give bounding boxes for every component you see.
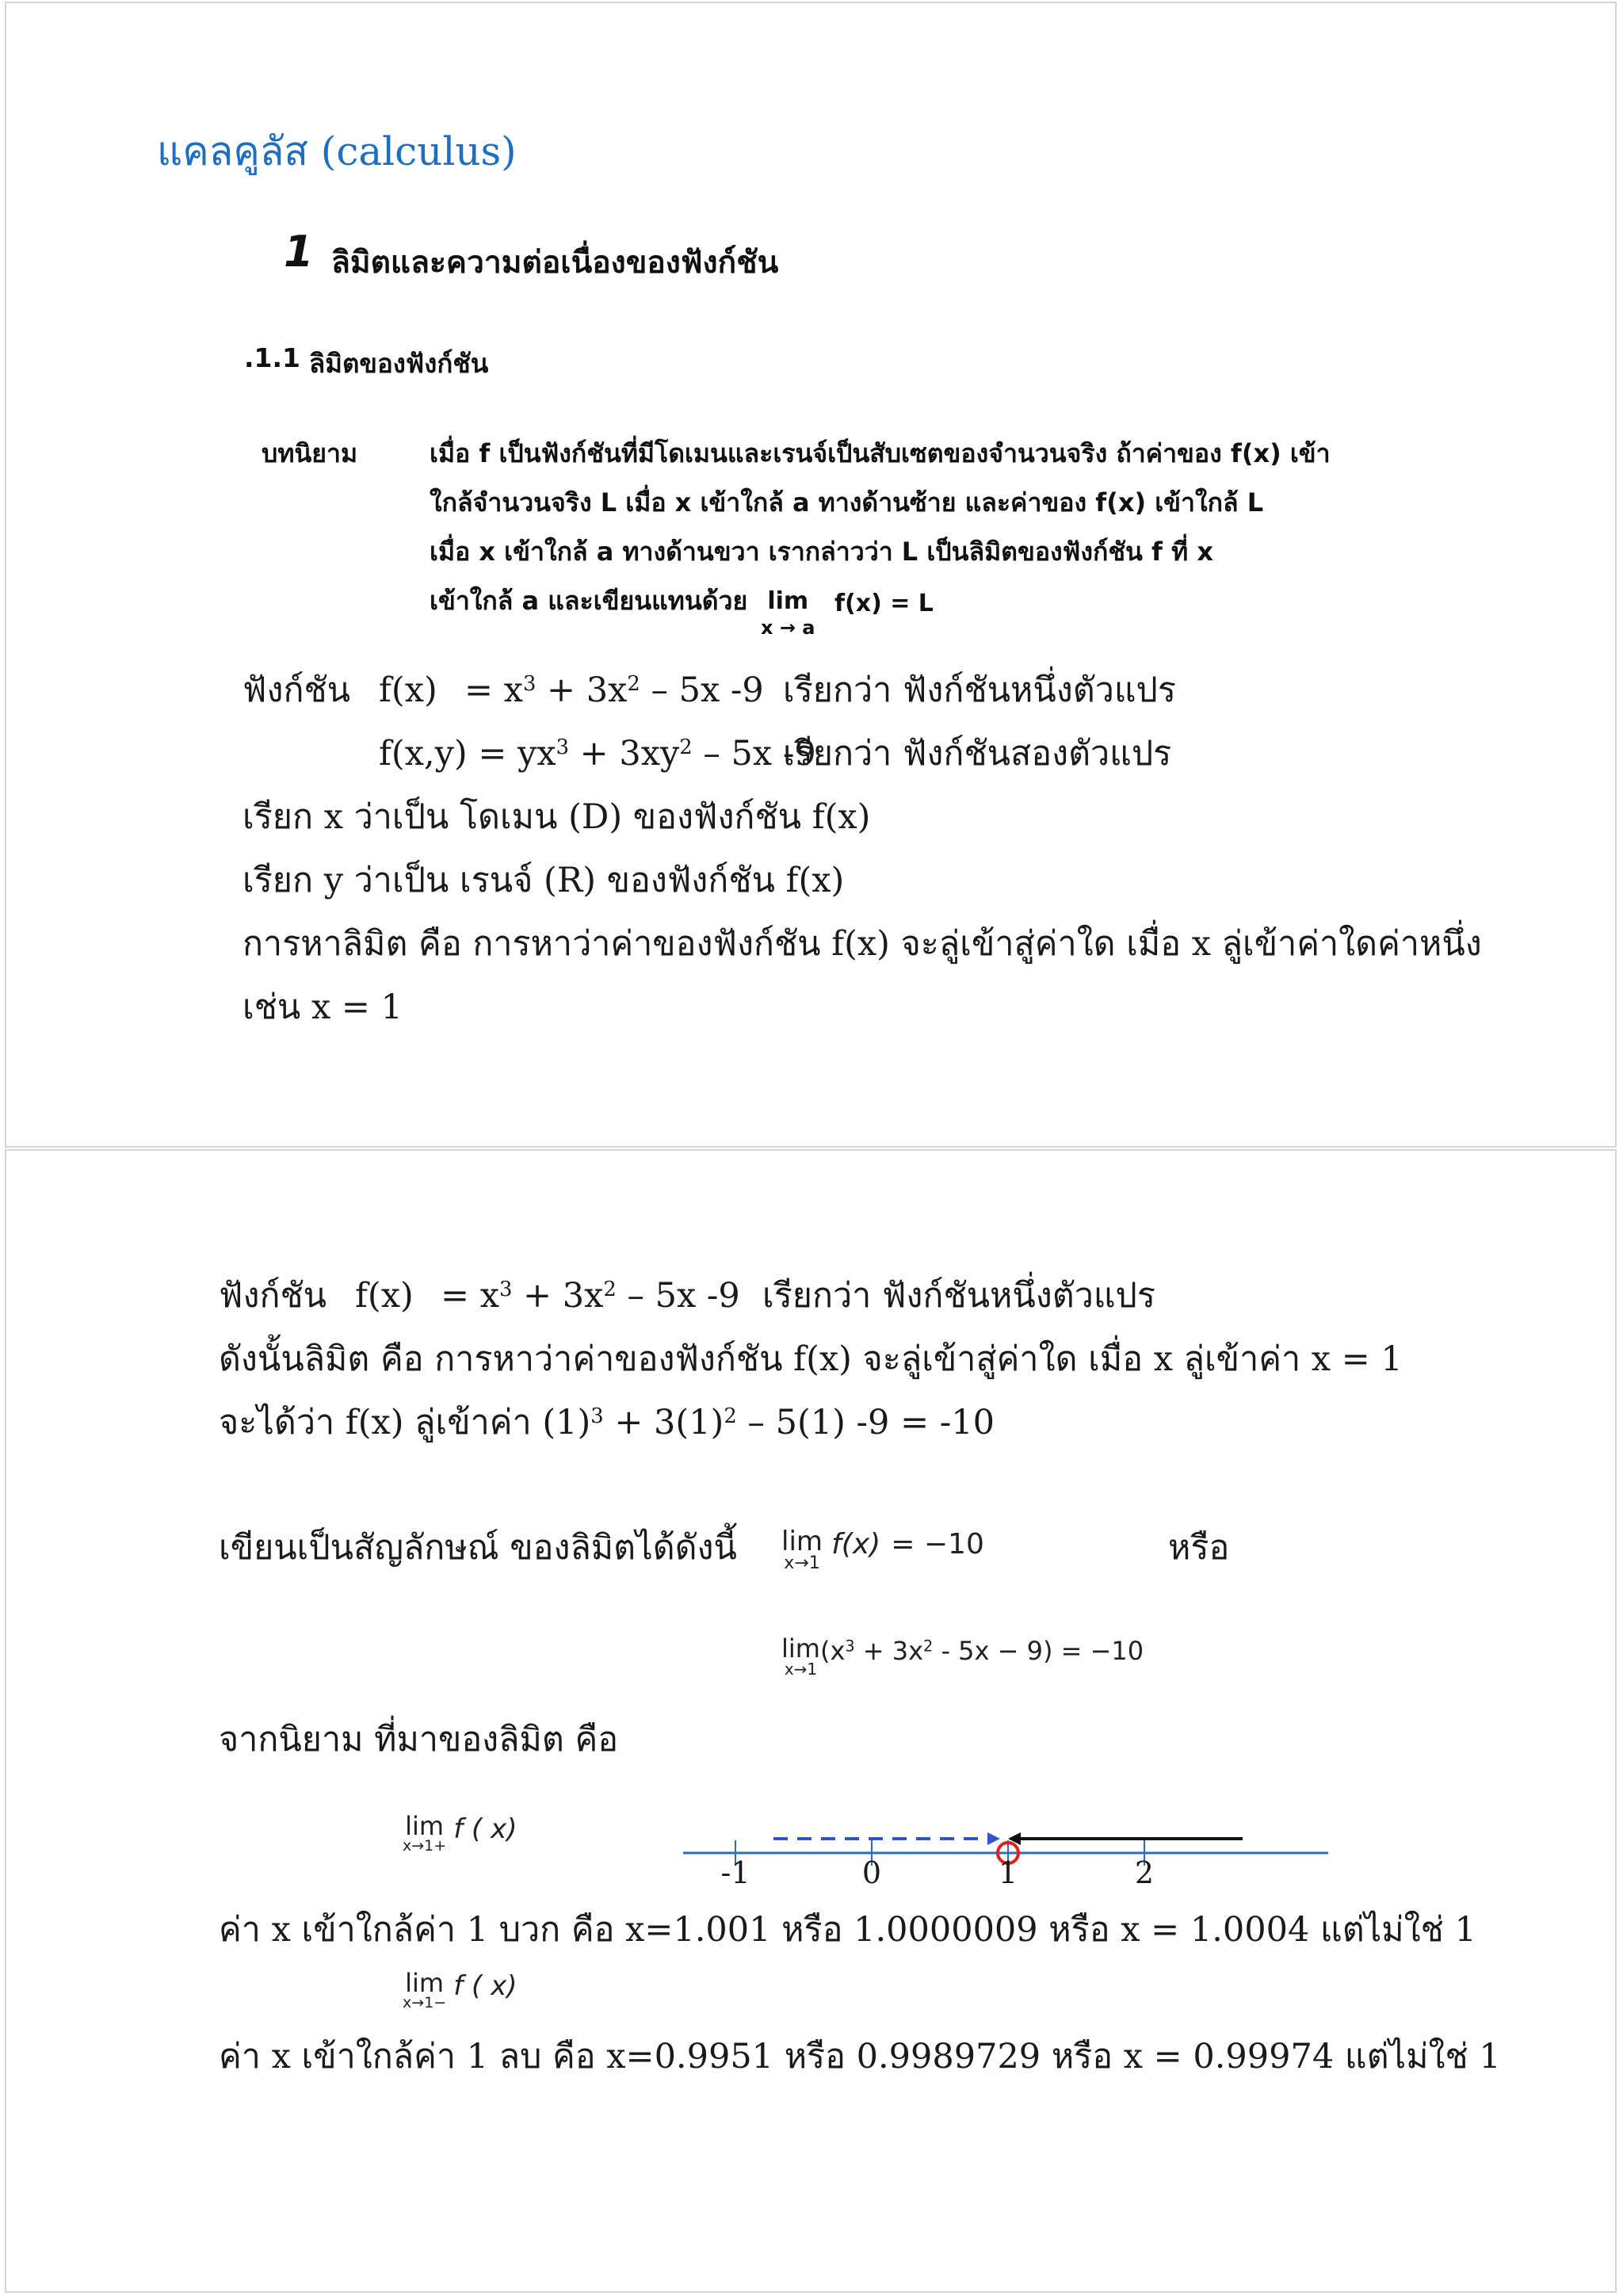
function-description: เรียกว่า ฟังก์ชันหนึ่งตัวแปร — [783, 670, 1176, 710]
lim-subscript: x → a — [761, 617, 815, 639]
limit-notation-2 — [781, 1633, 1144, 1679]
lim-function: f ( x) — [453, 1813, 517, 1845]
function-description: เรียกว่า ฟังก์ชันหนึ่งตัวแปร — [762, 1276, 1155, 1316]
definition-line: ใกล้จำนวนจริง L เมื่อ x เข้าใกล้ a ทางด้านซ้าย และค่าของ f(x) เข้าใกล้ L — [430, 487, 1264, 518]
slide-2 — [5, 1149, 1617, 2293]
definition-line: เมื่อ x เข้าใกล้ a ทางด้านขวา เรากล่าวว่า L เป็นลิมิตของฟังก์ชัน f ที่ x — [430, 537, 1213, 567]
limit-explanation-line: การหาลิมิต คือ การหาว่าค่าของฟังก์ชัน f(x) จะลู่เข้าสู่ค่าใด เมื่อ x ลู่เข้าค่าใดค่าหนึ่ง — [242, 924, 1482, 964]
slide-title: แคลคูลัส (calculus) — [157, 128, 517, 174]
function-expression: = $x^3 + 3x^2 - 5x$ -9 — [464, 670, 764, 710]
limit-definition-line: ดังนั้นลิมิต คือ การหาว่าค่าของฟังก์ชัน f(x) จะลู่เข้าสู่ค่าใด เมื่อ x ลู่เข้าค่า x = 1 — [219, 1339, 1403, 1379]
function-name: f(x) — [379, 670, 437, 710]
lim-subscript: x→1 — [784, 1660, 818, 1679]
domain-line: เรียก x ว่าเป็น โดเมน (D) ของฟังก์ชัน f(x) — [242, 797, 871, 837]
symbol-intro-line: เขียนเป็นสัญลักษณ์ ของลิมิตได้ดังนี้ — [219, 1528, 737, 1568]
tick-label: -1 — [720, 1855, 750, 1886]
function-label: ฟังก์ชัน — [219, 1276, 327, 1316]
lim-word: lim — [781, 1526, 823, 1557]
function-label: ฟังก์ชัน — [242, 670, 351, 710]
limit-notation-1 — [781, 1528, 984, 1572]
lim-word: lim — [405, 1811, 445, 1841]
tick-label: 1 — [998, 1855, 1018, 1886]
function-two-var-expression: $f(x,y) = yx^3 + 3xy^2 - 5x$ -9 — [379, 734, 816, 774]
definition-line: เข้าใกล้ a และเขียนแทนด้วย — [430, 586, 748, 616]
right-approach-arrowhead — [987, 1832, 1000, 1845]
tick-label: 2 — [1134, 1855, 1155, 1886]
lim-word: lim — [767, 587, 809, 615]
or-text: หรือ — [1168, 1528, 1230, 1568]
lim-function: f(x) — [831, 1528, 881, 1561]
example-line: เช่น x = 1 — [242, 988, 403, 1027]
origin-line: จากนิยาม ที่มาของลิมิต คือ — [219, 1720, 619, 1759]
function-name: f(x) — [355, 1276, 414, 1316]
slide-1 — [5, 2, 1617, 1148]
number-line — [672, 1799, 1338, 1886]
function-two-var-description: เรียกว่า ฟังก์ชันสองตัวแปร — [783, 734, 1172, 774]
lim-subscript: x→1+ — [403, 1837, 447, 1855]
approach-plus-line: ค่า x เข้าใกล้ค่า 1 บวก คือ x=1.001 หรือ 1.0000009 หรือ x = 1.0004 แต่ไม่ใช่ 1 — [219, 1910, 1476, 1950]
chapter-number: 1 — [284, 227, 314, 277]
limit-right-notation — [403, 1813, 517, 1854]
definition-line: เมื่อ f เป็นฟังก์ชันที่มีโดเมนและเรนจ์เป็นสับเซตของจำนวนจริง ถ้าค่าของ f(x) เข้า — [430, 438, 1331, 468]
lim-expression: f(x) = L — [834, 590, 934, 617]
section-title: ลิมิตของฟังก์ชัน — [309, 348, 489, 379]
lim-subscript: x→1 — [784, 1553, 820, 1573]
definition-label: บทนิยาม — [262, 438, 358, 468]
lim-polynomial: $(x^3 + 3x^2 - 5x - 9) = -10$ — [819, 1636, 1144, 1666]
lim-subscript: x→1− — [403, 1994, 447, 2011]
chapter-title: ลิมิตและความต่อเนื่องของฟังก์ชัน — [331, 245, 779, 281]
tick-label: 0 — [861, 1855, 882, 1886]
approach-minus-line: ค่า x เข้าใกล้ค่า 1 ลบ คือ x=0.9951 หรือ 0.9989729 หรือ x = 0.99974 แต่ไม่ใช่ 1 — [219, 2037, 1501, 2076]
limit-computation-line: จะได้ว่า f(x) ลู่เข้าค่า $(1)^3 + 3(1)^2 - 5(1) -9 = -10$ — [219, 1403, 995, 1442]
lim-result: = −10 — [891, 1528, 984, 1561]
section-number: .1.1 — [244, 342, 300, 373]
range-line: เรียก y ว่าเป็น เรนจ์ (R) ของฟังก์ชัน f(x) — [242, 861, 845, 900]
lim-word: lim — [405, 1968, 445, 1998]
definition-limit — [761, 587, 934, 639]
limit-left-notation — [403, 1970, 517, 2011]
function-expression: = $x^3 + 3x^2 - 5x$ -9 — [441, 1276, 740, 1316]
lim-function: f ( x) — [453, 1970, 517, 2002]
lim-word: lim — [781, 1633, 820, 1664]
